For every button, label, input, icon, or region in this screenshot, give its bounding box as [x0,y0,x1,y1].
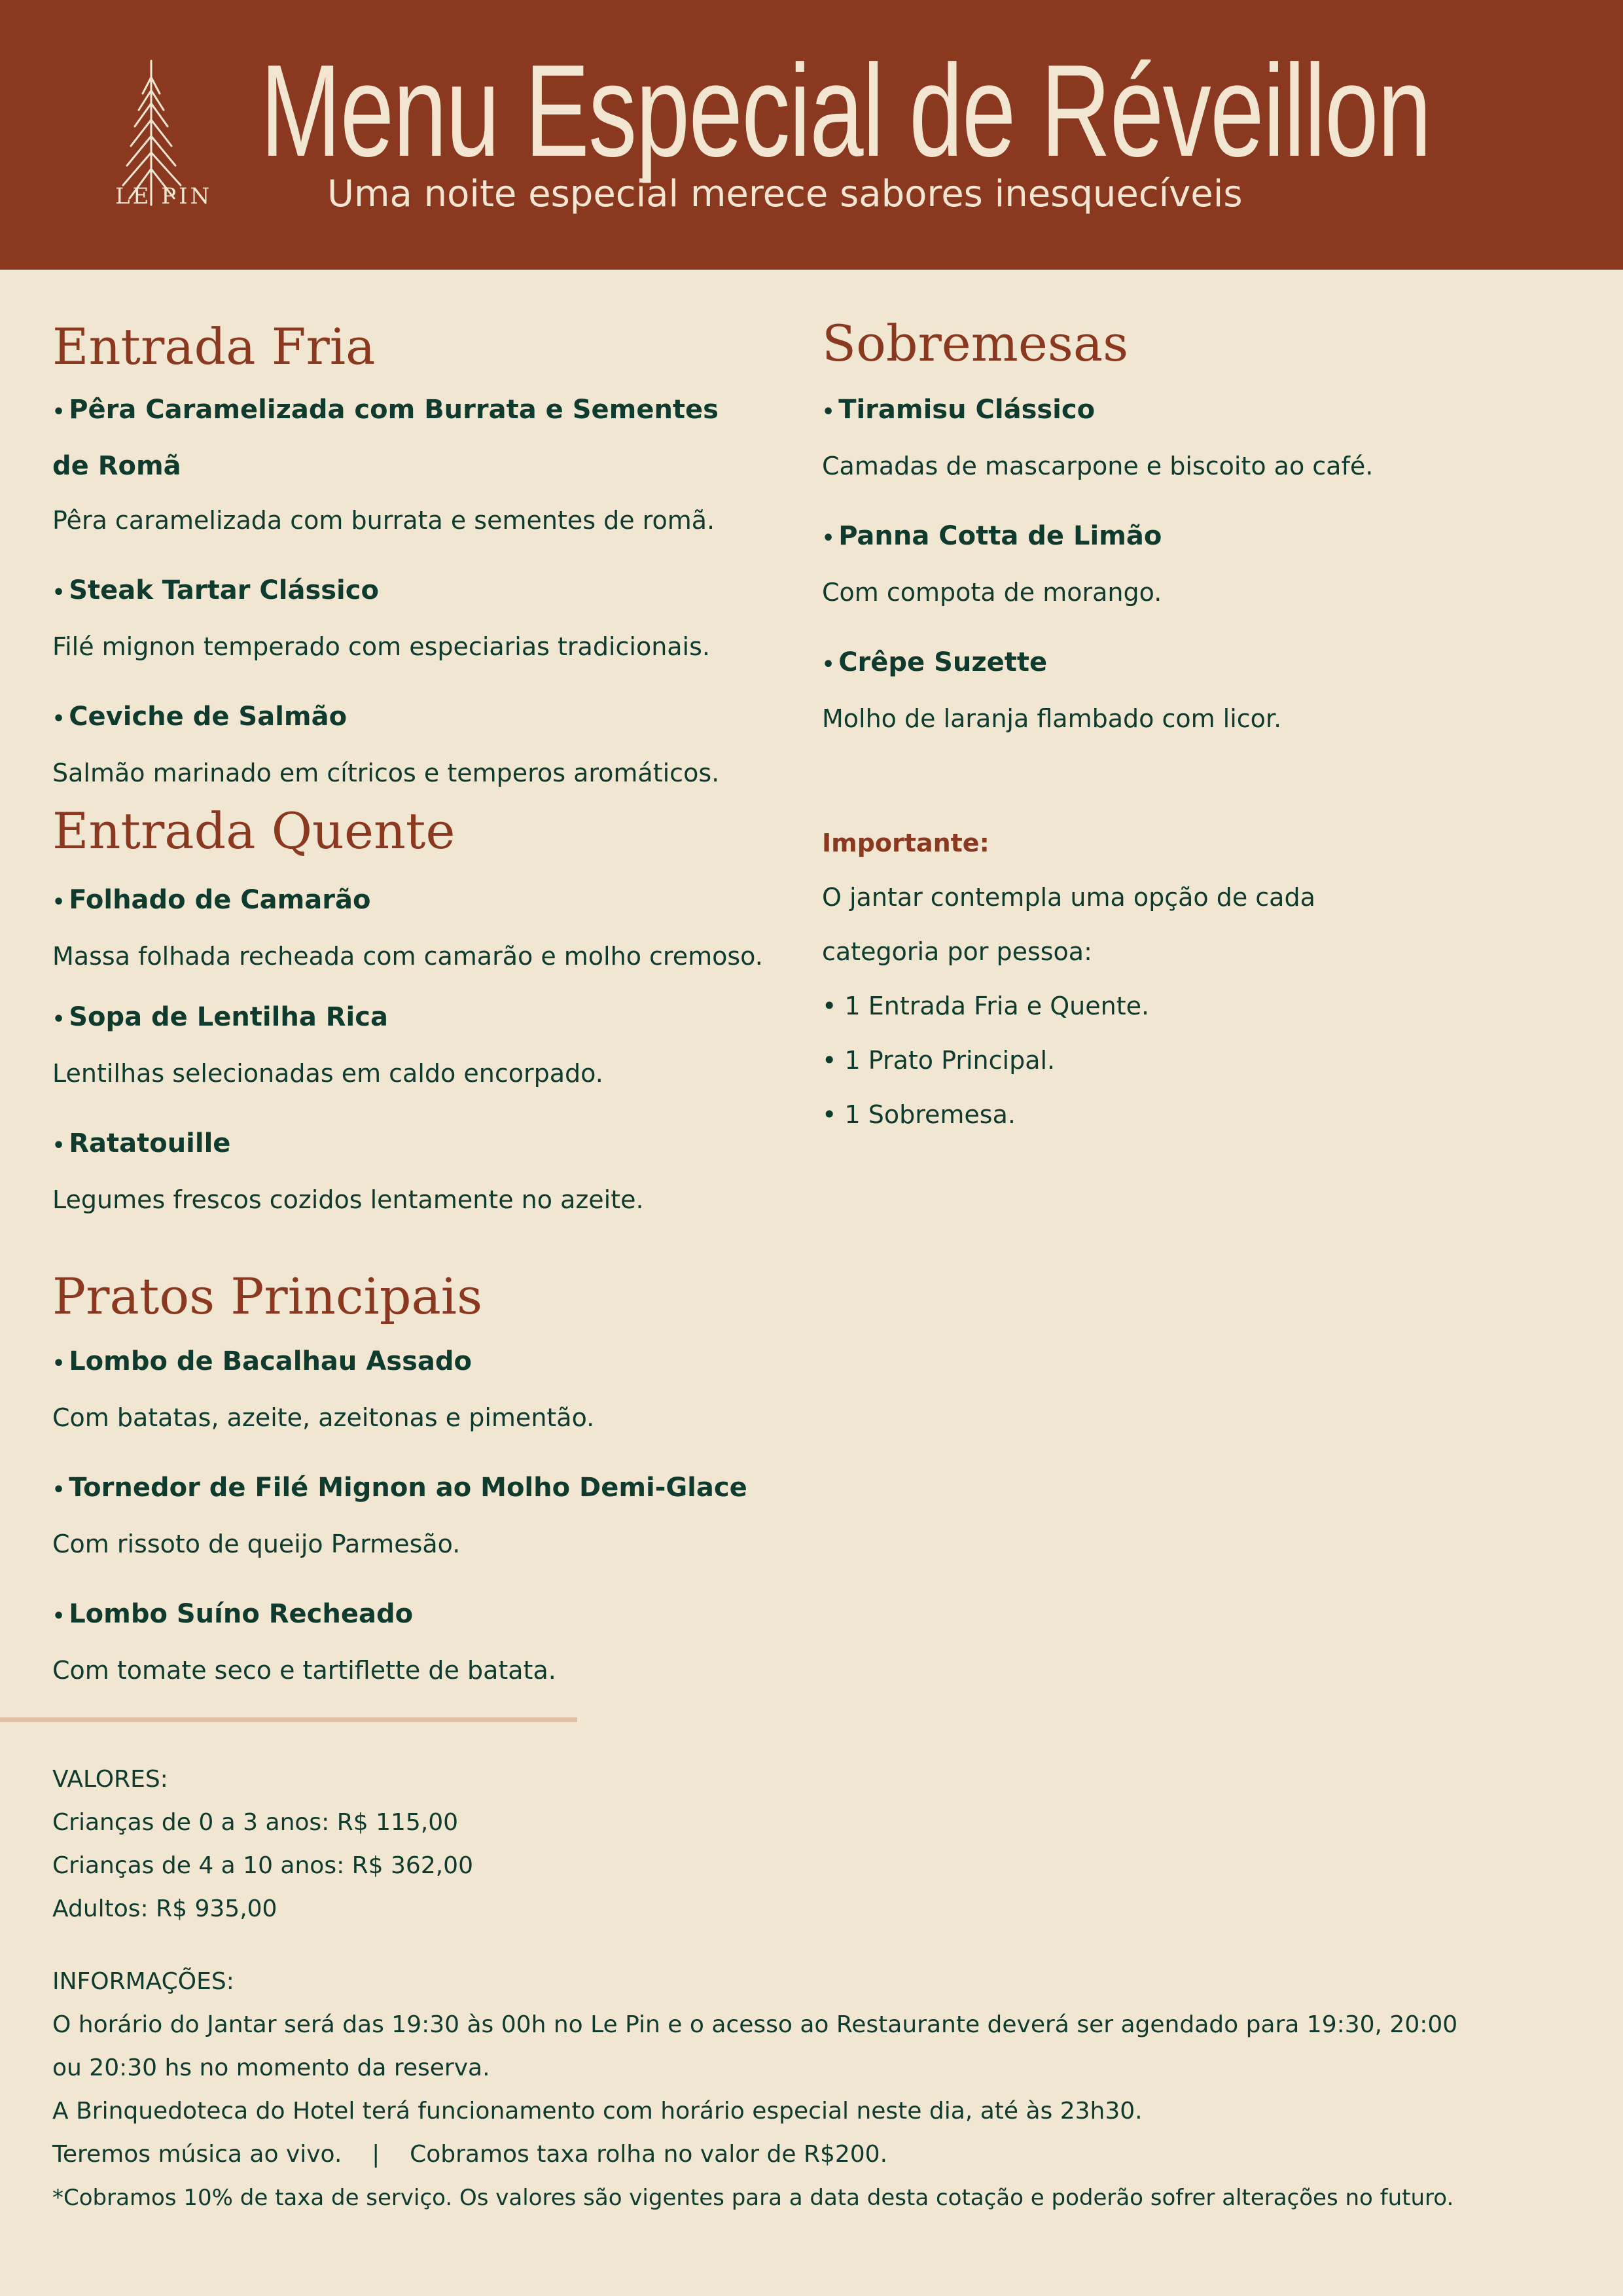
item-description: Molho de laranja flambado com licor. [822,704,1282,733]
info-line: O horário do Jantar será das 19:30 às 00h no Le Pin e o acesso ao Restaurante deverá ser agendado para 19:30, 20:00 [52,2011,1458,2038]
menu-item [52,873,763,984]
item-name: Sopa de Lentilha Rica [69,1002,388,1032]
valores-block [52,1758,473,1931]
menu-item [52,990,763,1101]
section-heading-entrada-fria: Entrada Fria [52,317,376,376]
bullet-icon: • [52,581,65,604]
item-description: Camadas de mascarpone e biscoito ao café. [822,452,1374,480]
bullet-icon: • [52,1008,65,1031]
importante-note [822,816,1315,1142]
item-name: Steak Tartar Clássico [69,575,379,605]
menu-item [52,564,785,674]
section-heading-sobremesas: Sobremesas [822,314,1129,372]
bullet-icon: • [52,401,65,423]
item-description: Legumes frescos cozidos lentamente no azeite. [52,1185,644,1214]
menu-item [822,383,1373,493]
importante-line: categoria por pessoa: [822,937,1092,966]
info-line: Teremos música ao vivo. | Cobramos taxa rolha no valor de R$200. [52,2141,888,2168]
importante-line: • 1 Entrada Fria e Quente. [822,992,1150,1020]
menu-item [52,1335,747,1445]
item-name: Lombo de Bacalhau Assado [69,1346,473,1376]
item-name: Tornedor de Filé Mignon ao Molho Demi-Glace [69,1473,747,1503]
item-name: Panna Cotta de Limão [838,521,1162,551]
page-subtitle: Uma noite especial merece sabores inesquecíveis [327,173,1243,215]
bullet-icon: • [52,1134,65,1157]
menu-item [52,690,785,800]
info-line: ou 20:30 hs no momento da reserva. [52,2054,490,2081]
importante-line: • 1 Sobremesa. [822,1100,1016,1129]
item-description: Com compota de morango. [822,578,1162,607]
bullet-icon: • [52,891,65,914]
price-line: Crianças de 4 a 10 anos: R$ 362,00 [52,1852,473,1879]
valores-title: VALORES: [52,1766,168,1793]
pratos-principais-list [52,1335,747,1713]
bullet-icon: • [822,653,835,676]
bullet-icon: • [822,527,835,550]
item-description: Pêra caramelizada com burrata e sementes de romã. [52,506,715,535]
menu-item [822,509,1373,620]
bullet-icon: • [52,708,65,730]
entrada-fria-list [52,383,785,816]
item-description: Com rissoto de queijo Parmesão. [52,1530,461,1558]
item-name: Ratatouille [69,1128,231,1158]
importante-title: Importante: [822,829,990,857]
menu-item [822,636,1373,746]
bullet-icon: • [52,1605,65,1628]
item-description: Com batatas, azeite, azeitonas e pimentão. [52,1403,595,1432]
menu-item [52,1461,747,1571]
bullet-icon: • [822,401,835,423]
item-description: Lentilhas selecionadas em caldo encorpado. [52,1059,603,1088]
menu-item [52,383,785,548]
section-heading-entrada-quente: Entrada Quente [52,802,455,860]
item-name: Crêpe Suzette [838,647,1048,677]
menu-item [52,1117,763,1227]
importante-line: O jantar contempla uma opção de cada [822,883,1315,912]
item-description: Salmão marinado em cítricos e temperos aromáticos. [52,759,720,787]
item-description: Com tomate seco e tartiflette de batata. [52,1656,556,1685]
item-name: Ceviche de Salmão [69,702,348,732]
bullet-icon: • [52,1479,65,1501]
price-line: Crianças de 0 a 3 anos: R$ 115,00 [52,1809,459,1836]
informacoes-title: INFORMAÇÕES: [52,1968,234,1995]
divider [0,1717,577,1722]
bullet-icon: • [52,1352,65,1375]
page-title: Menu Especial de Réveillon [260,38,1431,184]
price-line: Adultos: R$ 935,00 [52,1895,277,1922]
item-name: Pêra Caramelizada com Burrata e Sementes de Romã [52,395,719,481]
header [0,0,1623,270]
informacoes-block [52,1960,1457,2219]
item-name: Folhado de Camarão [69,885,371,915]
menu-item [52,1587,747,1698]
sobremesas-list [822,383,1373,762]
item-name: Lombo Suíno Recheado [69,1599,414,1629]
item-description: Filé mignon temperado com especiarias tradicionais. [52,632,710,661]
item-name: Tiramisu Clássico [838,395,1096,425]
importante-line: • 1 Prato Principal. [822,1046,1056,1075]
item-description: Massa folhada recheada com camarão e molho cremoso. [52,942,763,971]
entrada-quente-list [52,873,763,1243]
info-line: A Brinquedoteca do Hotel terá funcionamento com horário especial neste dia, até às 23h30. [52,2098,1143,2125]
info-line: *Cobramos 10% de taxa de serviço. Os valores são vigentes para a data desta cotação e poderão sofrer alterações no futuro. [52,2185,1454,2211]
section-heading-pratos-principais: Pratos Principais [52,1267,483,1325]
logo-text: LE PIN [115,183,213,209]
